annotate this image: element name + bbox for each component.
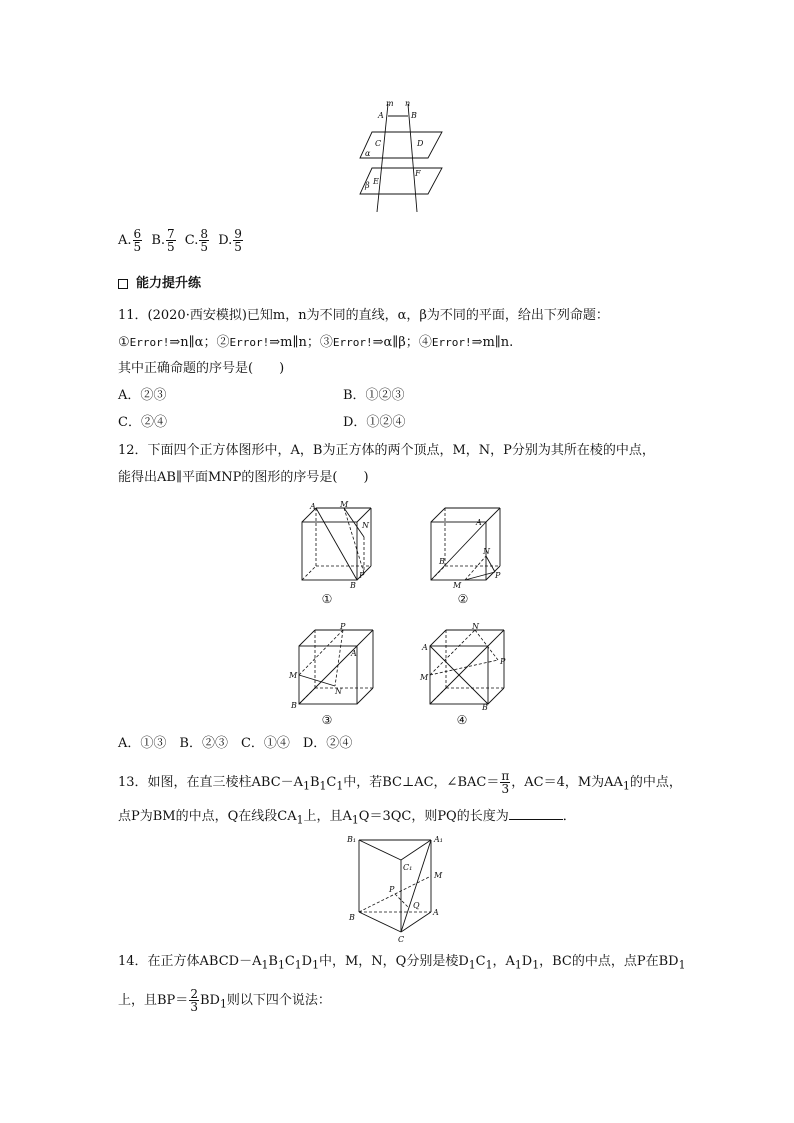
label-P: P — [359, 571, 365, 580]
label-A: A — [422, 643, 428, 652]
label-D: D — [417, 139, 424, 148]
prism-figure — [343, 830, 451, 945]
label-N: N — [335, 687, 342, 696]
caption-3: ③ — [321, 713, 333, 727]
label-N: N — [472, 622, 479, 631]
q11-ask: 其中正确命题的序号是( ) — [118, 361, 285, 376]
label-B: B — [439, 557, 445, 566]
checkbox-icon — [118, 279, 128, 289]
label-beta: β — [365, 181, 370, 190]
q13-line1: 13．如图，在直三棱柱$ABC-A_1B_1C_1$中，若BC⊥AC，∠BAC＝ $\frac{\pi}{3}$ ，AC＝4，M为$AA_1$的中点， — [118, 769, 682, 796]
q14-line2: 上，且BP＝ $\frac{2}{3}$ $BD_1$则以下四个说法： — [118, 987, 331, 1014]
q10-options — [118, 228, 244, 253]
q14-line1: 14．在正方体$ABCD-A_1B_1C_1D_1$中，M，N，Q分别是棱$D_1C_1$，$A_1D_1$，BC的中点，点P在$BD_1$ — [118, 954, 686, 972]
label-m: m — [386, 99, 394, 108]
label-n: n — [405, 99, 411, 108]
planes-figure — [355, 98, 445, 216]
label-C: C — [398, 935, 405, 944]
label-P: P — [340, 622, 346, 631]
q11-opt-d[interactable]: D．①②④ — [343, 415, 406, 430]
label-M: M — [289, 671, 298, 680]
q12-line2: 能得出AB∥平面MNP的图形的序号是( ) — [118, 470, 369, 485]
label-N: N — [362, 521, 369, 530]
label-B: B — [291, 701, 297, 710]
cube-figure-2 — [425, 500, 510, 592]
q10-opt-a[interactable]: A. $\frac{6}{5}$ — [118, 227, 142, 254]
label-E: E — [373, 177, 379, 186]
label-F: F — [415, 169, 421, 178]
caption-4: ④ — [456, 713, 468, 727]
caption-2: ② — [457, 592, 469, 606]
label-A: A — [351, 649, 357, 658]
q13-line2: 点P为BM的中点，Q在线段$CA_1$上，且$A_1Q=3QC$，则PQ的长度为 ． — [118, 806, 576, 830]
label-M: M — [453, 581, 462, 590]
cube-figure-3 — [285, 620, 375, 712]
answer-blank[interactable] — [509, 806, 563, 820]
label-C1: C₁ — [403, 863, 413, 872]
label-P: P — [495, 571, 501, 580]
label-B: B — [350, 581, 356, 590]
cube-figure-1 — [292, 500, 377, 592]
label-A: A — [378, 111, 384, 120]
q11-stem: 11．(2020·西安模拟)已知m，n为不同的直线，α，β为不同的平面，给出下列命题： — [118, 308, 609, 323]
q10-opt-d[interactable]: D. $\frac{9}{5}$ — [218, 227, 242, 254]
label-A: A — [433, 908, 439, 917]
label-A: A — [310, 502, 316, 511]
label-M: M — [340, 500, 349, 509]
q12-options[interactable]: A．①③ B．②③ C．①④ D．②④ — [118, 736, 353, 751]
label-alpha: α — [365, 149, 371, 158]
label-M: M — [420, 673, 429, 682]
section-header: 能力提升练 — [118, 272, 201, 291]
label-B: B — [482, 703, 488, 712]
q10-opt-b[interactable]: B. $\frac{7}{5}$ — [151, 227, 175, 254]
label-B1: B₁ — [347, 835, 357, 844]
label-B: B — [349, 913, 355, 922]
label-C: C — [375, 139, 382, 148]
q11-propositions: ①Error!⇒n∥α；②Error!⇒m∥n；③Error!⇒α∥β；④Error!⇒m∥n. — [118, 335, 514, 350]
label-N: N — [483, 547, 490, 556]
label-A1: A₁ — [434, 835, 443, 844]
label-B: B — [411, 111, 417, 120]
label-M: M — [434, 871, 443, 880]
q11-opt-b[interactable]: B．①②③ — [343, 388, 405, 403]
label-A: A — [476, 518, 482, 527]
q11-opt-c[interactable]: C．②④ — [118, 415, 167, 430]
label-P: P — [500, 657, 506, 666]
q10-opt-c[interactable]: C. $\frac{8}{5}$ — [184, 227, 209, 254]
caption-1: ① — [321, 592, 333, 606]
label-Q: Q — [413, 901, 420, 910]
label-P: P — [389, 885, 395, 894]
q12-line1: 12．下面四个正方体图形中，A，B为正方体的两个顶点，M，N，P分别为其所在棱的中点， — [118, 443, 655, 458]
cube-figure-4 — [418, 620, 518, 712]
q11-opt-a[interactable]: A．②③ — [118, 388, 167, 403]
